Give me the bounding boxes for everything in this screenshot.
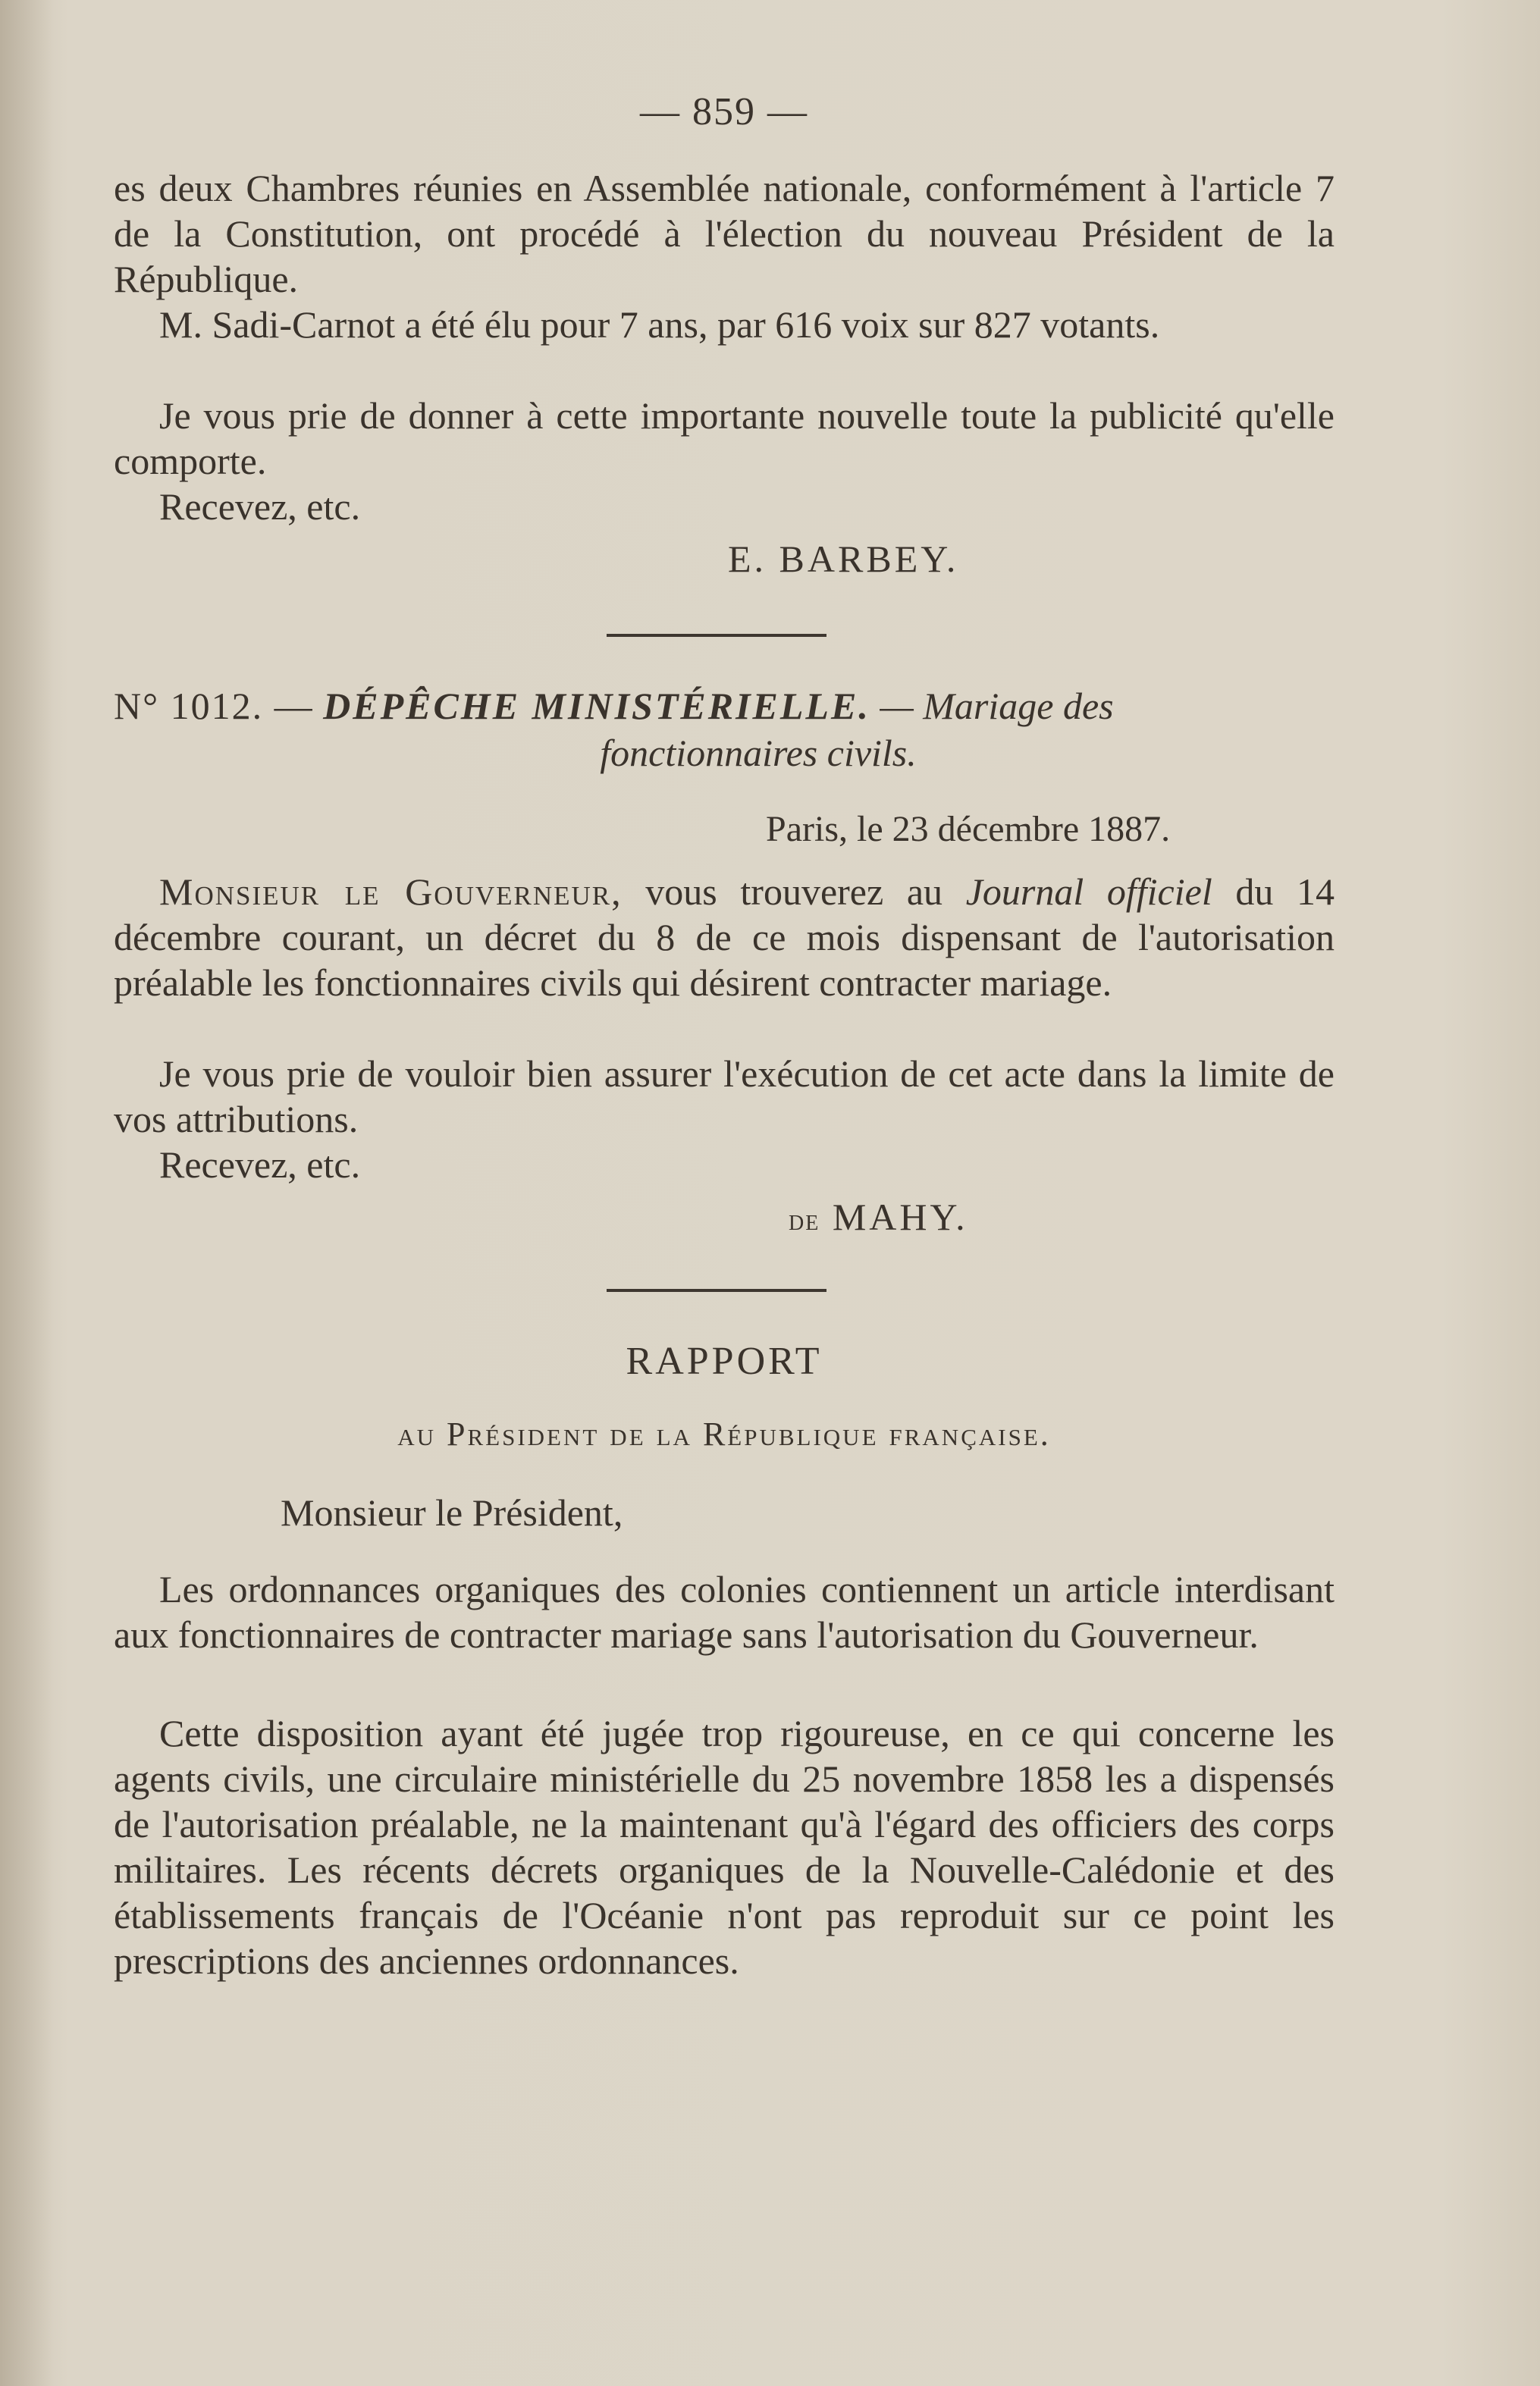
depeche-paragraph-1	[114, 869, 1335, 1005]
intro-paragraph-3: Je vous prie de donner à cette importante nouvelle toute la publicité qu'elle comporte.	[114, 394, 1335, 482]
depeche-title	[114, 682, 1335, 776]
rapport-paragraph-1: Les ordonnances organiques des colonies contiennent un article interdisant aux fonctionnaires de contracter mariage sans l'autorisation du Gouverneur.	[114, 1568, 1335, 1656]
rapport-subtitle: au Président de la République française.	[397, 1416, 1051, 1453]
depeche-paragraph-2: Je vous prie de vouloir bien assurer l'exécution de cet acte dans la limite de vos attributions.	[114, 1052, 1335, 1140]
depeche-date: Paris, le 23 décembre 1887.	[766, 809, 1171, 849]
depeche-number: N° 1012. —	[114, 685, 314, 727]
intro-paragraph-2: M. Sadi-Carnot a été élu pour 7 ans, par 616 voix sur 827 votants.	[159, 303, 1160, 346]
intro-paragraph-1: es deux Chambres réunies en Assemblée nationale, conformément à l'article 7 de la Constitution, ont procédé à l'élection du nouveau Président de la République.	[114, 167, 1335, 300]
intro-paragraph-4: Recevez, etc.	[159, 485, 361, 528]
signature-mahy	[789, 1195, 968, 1239]
depeche-salutation: Monsieur le Gouverneur,	[159, 870, 623, 913]
rapport-salutation: Monsieur le Président,	[281, 1491, 623, 1534]
section-divider-2	[607, 1289, 826, 1292]
journal-officiel: Journal officiel	[965, 870, 1212, 913]
depeche-paragraph-3: Recevez, etc.	[159, 1143, 361, 1186]
section-divider-1	[607, 634, 826, 637]
rapport-paragraph-2: Cette disposition ayant été jugée trop rigoureuse, en ce qui concerne les agents civils, une circulaire ministérielle du 25 novembre 1858 les a dispensés de l'autorisation préalable, ne la maintenant qu'à l'égard des officiers des corps militaires. Les récents décrets organiques de la Nouvelle-Calédonie et des établissements français de l'Océanie n'ont pas reproduit sur ce point les prescriptions des anciennes ordonnances.	[114, 1712, 1335, 1982]
signature-name: MAHY.	[832, 1196, 968, 1238]
depeche-paragraph-1-a: vous trouverez au	[645, 870, 943, 913]
signature-barbey: E. BARBEY.	[728, 538, 959, 580]
signature-de: de	[789, 1202, 820, 1237]
depeche-heading: DÉPÊCHE MINISTÉRIELLE.	[323, 685, 870, 727]
page-number: — 859 —	[640, 90, 808, 133]
depeche-subject-b: fonctionnaires civils.	[600, 732, 917, 774]
depeche-paragraph-1-b: du 14 décembre courant, un décret du 8 de ce mois dispensant de l'autorisation préalable les fonctionnaires civils qui désirent contracter mariage.	[114, 870, 1335, 1004]
page-edge-shadow	[0, 0, 53, 2386]
rapport-title: RAPPORT	[626, 1340, 823, 1383]
depeche-subject-a: — Mariage des	[880, 685, 1114, 727]
